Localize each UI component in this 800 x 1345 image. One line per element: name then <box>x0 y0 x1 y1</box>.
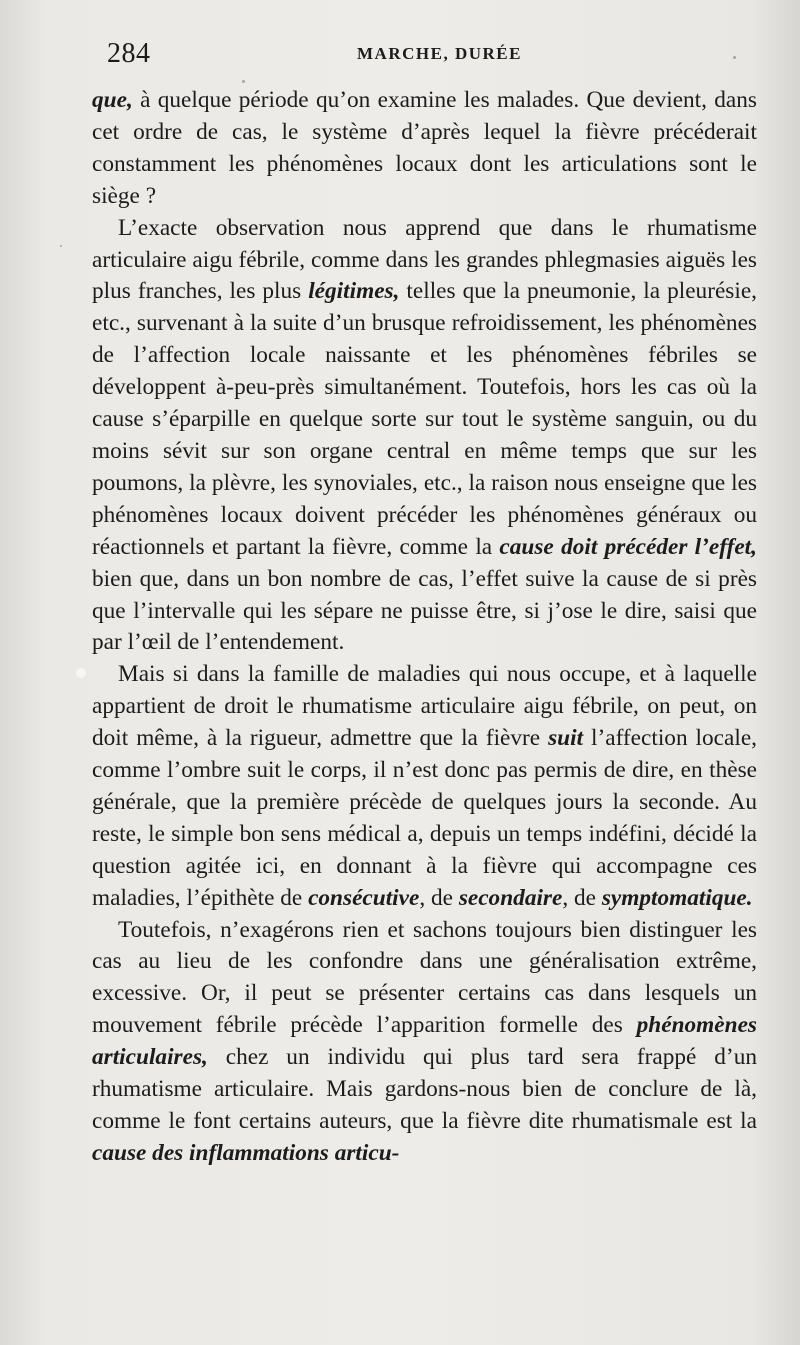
paper-speck <box>733 56 736 59</box>
text-run: Mais si dans la famille de maladies qui nous occupe, et à laquelle appartient de droit le rhumatisme articulaire aigu fébrile, on peut, on doit même, à la rigueur, admettre que la fièvre <box>92 661 757 752</box>
paragraph <box>92 85 757 213</box>
text-run: L’exacte observation nous apprend que dans le rhumatisme articulaire aigu fébrile, comme dans les grandes phlegmasies aiguës les plus franches, les plus <box>92 214 757 305</box>
paragraph <box>92 213 757 660</box>
italic-text: légitimes, <box>308 278 400 305</box>
italic-text: suit <box>548 725 584 752</box>
paper-speck <box>60 245 62 247</box>
text-run: telles que la pneumonie, la pleurésie, etc., survenant à la suite d’un brusque refroidissement, les phénomènes de l’affection locale naissante et les phénomènes fébriles se développent à-peu-près simultanément. Toutefois, hors les cas où la cause s’éparpille en quelque sorte sur tout le système sanguin, ou du moins sévit sur son organe central en même temps que sur les poumons, la plèvre, les synoviales, etc., la raison nous enseigne que les phénomènes locaux doivent précéder les phénomènes généraux ou réactionnels et partant la fièvre, comme la <box>92 278 757 560</box>
page-header <box>107 34 757 74</box>
running-head: MARCHE, DURÉE <box>357 44 522 63</box>
italic-text: cause des inflammations articu- <box>92 1139 400 1166</box>
italic-text: consécutive <box>308 884 420 911</box>
italic-text: symptomatique. <box>601 884 753 911</box>
paper-speck <box>76 668 86 678</box>
italic-text: que, <box>92 87 133 113</box>
page-number: 284 <box>107 38 151 69</box>
paper-speck <box>242 80 245 83</box>
body-text <box>92 85 757 1170</box>
paragraph <box>92 659 757 914</box>
text-run: à quelque période qu’on examine les malades. Que devient, dans cet ordre de cas, le système d’après lequel la fièvre précéderait constamment les phénomènes locaux dont les articulations sont le siège ? <box>92 87 757 209</box>
italic-text: phénomènes articulaires, <box>92 1012 757 1071</box>
text-run: bien que, dans un bon nombre de cas, l’effet suive la cause de si près que l’intervalle qui les sépare ne puisse être, si j’ose le dire, saisi que par l’œil de l’entendement. <box>92 565 757 656</box>
text-run: Toutefois, n’exagérons rien et sachons toujours bien distinguer les cas au lieu de les confondre dans une généralisation extrême, excessive. Or, il peut se présenter certains cas dans lesquels un mouvement fébrile précède l’apparition formelle des <box>92 916 757 1039</box>
italic-text: secondaire <box>458 884 563 911</box>
paragraph <box>92 915 757 1170</box>
text-run: , de <box>562 884 602 911</box>
text-run: chez un individu qui plus tard sera frappé d’un rhumatisme articulaire. Mais gardons-nous bien de conclure de là, comme le font certains auteurs, que la fièvre dite rhumatismale est la <box>92 1044 757 1134</box>
italic-text: cause doit précéder l’effet, <box>499 533 757 560</box>
text-run: l’affection locale, comme l’ombre suit le corps, il n’est donc pas permis de dire, en thèse générale, que la première précède de quelques jours la seconde. Au reste, le simple bon sens médical a, depuis un temps indéfini, décidé la question agitée ici, en donnant à la fièvre qui accompagne ces maladies, l’épithète de <box>92 725 757 911</box>
text-run: , de <box>419 884 459 911</box>
